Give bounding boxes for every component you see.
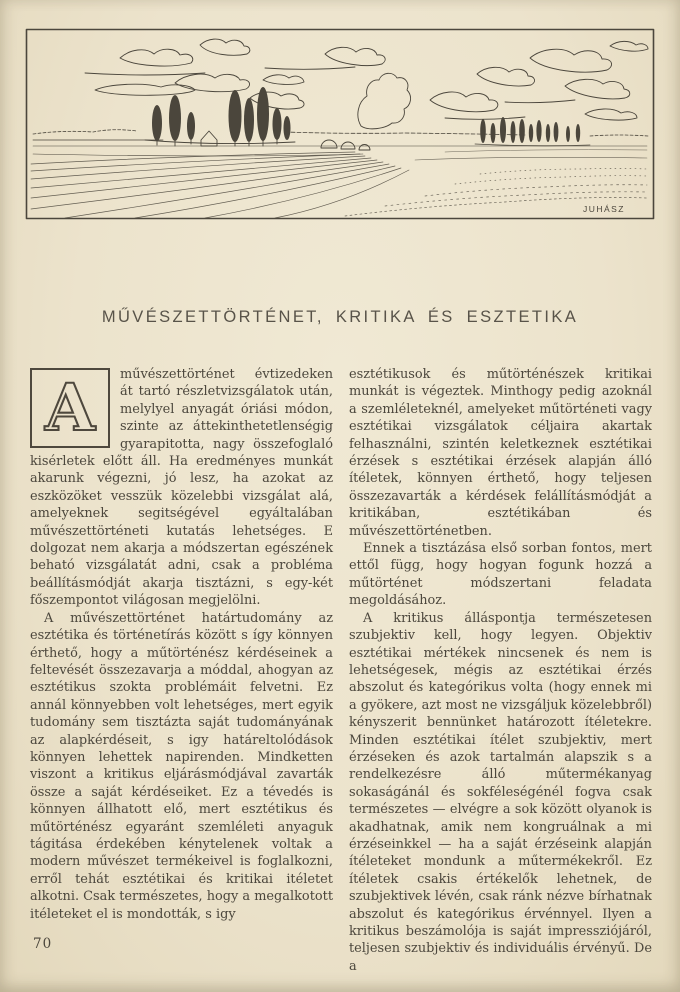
column-left bbox=[30, 366, 333, 975]
paragraph: A kritikus álláspontja természetesen szubjektiv kell, hogy legyen. Objektiv esztétikai mértékek nincsenek és nem is lehetségesek, mégis az esztétikai érzés abszolut és kategórikus volta (hogy ennek mi a gyökere, azt most ne vizsgáljuk közelebbről) kényszerit bennünket határozott ítéletekre. Minden esztétikai ítélet szubjektiv, mert érzéseken és azok tartalmán alapszik s a rendelkezésre álló műtermékanyag sokaságánál és sokféleségénél fogva csak természetes — elvégre a sok között olyanok is akadhatnak, amik nem kongruálnak a mi érzéseinkkel — ha a saját érzéseink alapján ítéleteket mondunk a műtermékekről. Ez ítéletek csakis értékelők lehetnek, de szubjektivek lévén, csak ránk nézve bírhatnak abszolut és kategórikus érvénnyel. Ilyen a kritikus beszámolója is saját impressziójáról, teljesen szubjektiv és individuális érvényű. De a bbox=[349, 610, 652, 974]
illustration-signature: JUHÁSZ bbox=[582, 204, 625, 214]
paragraph: A művészettörténet határtudomány az esztétika és történetírás között s így könnyen érthető, hogy a műtörténész kérdéseinek a feltevését összezavarja a móddal, ahogyan az esztétikus szokta problémáit felvetni. Ez annál könnyebben volt lehetséges, mert egyik tudomány sem tisztázta saját tudományának az alapkérdéseit, s igy határeltolódások könnyen lehettek napirenden. Mindketten viszont a kritikus eljárásmódjával zavarták össze a saját kérdéseiket. Ez a tévedés is könnyen állhatott elő, mert esztétikus és műtörténész egyaránt szemléleti anyaguk tágitása érdekében kénytelenek voltak a modern művészet termékeivel is foglalkozni, erről tehát esztétikai és kritikai itéletet alkotni. Csak természetes, hogy a megalkotott itéleteket el is mondották, s igy bbox=[30, 610, 333, 922]
column-right bbox=[349, 366, 652, 975]
paragraph: esztétikusok és műtörténészek kritikai munkát is végeztek. Minthogy pedig azoknál a szemléleteknél, amelyeket műtörténeti vagy esztétikai vizsgálatok céljaira akartak felhasználni, szintén keletkeznek esztétikai érzések s esztétikai érzések alapján álló ítéletek, könnyen érthető, hogy teljesen összezavarták a kérdések felállításmódját a kritikában, esztétikában és művészettörténetben. bbox=[349, 367, 652, 539]
drop-cap-letter: A bbox=[44, 370, 96, 446]
page-number: 70 bbox=[33, 936, 53, 952]
drop-cap bbox=[30, 368, 110, 448]
paragraph-text: művészettörténet évtizedeken át tartó részletvizsgálatok után, melylyel anyagát óriási módon, szinte az áttekinthetetlenségig gyarapitotta, nagy összefoglaló kisérletek előtt áll. Ha eredményes munkát akarunk végezni, jó lesz, ha azokat az eszközöket vesszük közelebbi vizsgálat alá, amelyeknek segitségével egyáltalában művészettörténeti kutatás lehetséges. E dolgozat nem akarja a módszertan egészének beható vizsgálatát adni, csak a probléma beállításmódját akarja tisztázni, s egy-két főszempontot világosan megjelölni. bbox=[30, 367, 333, 609]
haystacks-sketch bbox=[321, 140, 370, 150]
landscape-illustration-canvas bbox=[25, 28, 655, 220]
paragraph: Ennek a tisztázása első sorban fontos, mert ettől függ, hogy hogyan fogunk hozzá a műtörténet módszertani feladata megoldásához. bbox=[349, 541, 652, 609]
landscape-illustration bbox=[25, 28, 655, 220]
poplar-trees-left bbox=[145, 87, 295, 146]
paragraph bbox=[30, 366, 333, 610]
poplar-trees-right bbox=[475, 117, 590, 146]
page-title: MŰVÉSZETTÖRTÉNET, KRITIKA ÉS ESZTETIKA bbox=[101, 308, 579, 326]
article-columns bbox=[30, 366, 652, 975]
field-furrows-sketch bbox=[31, 152, 409, 218]
